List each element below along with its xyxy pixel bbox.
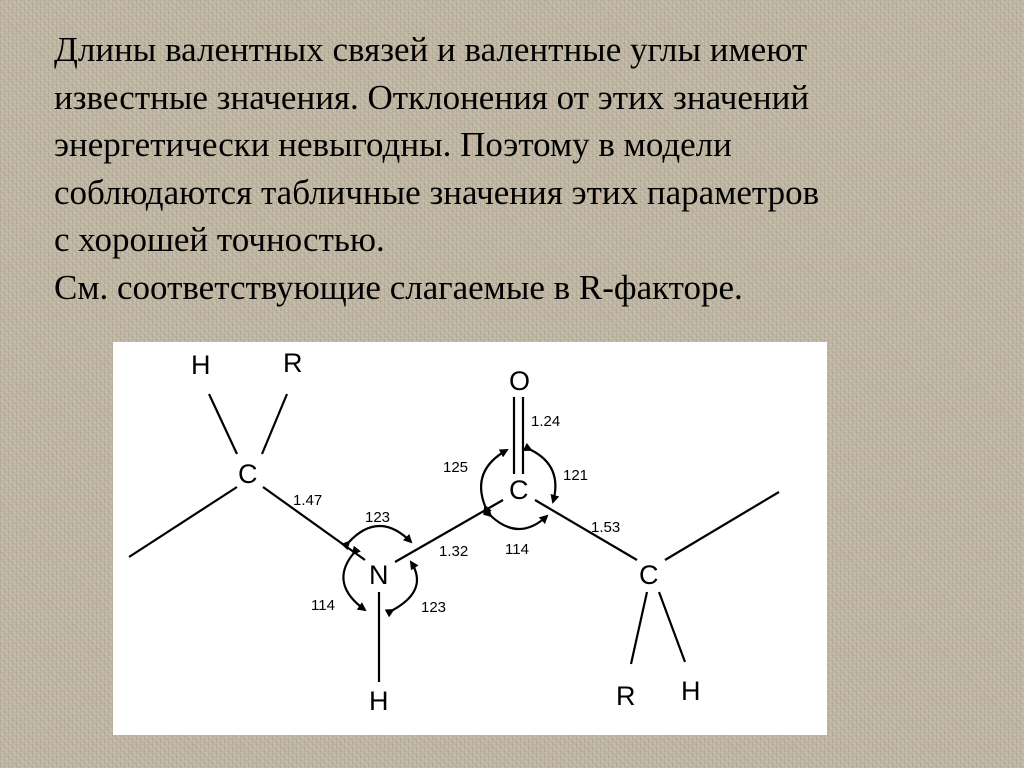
text-line-2: известные значения. Отклонения от этих значений [54,77,810,117]
arc-hnc-right-icon [393,562,417,610]
text-line-5: с хорошей точностью. [54,220,385,259]
bond-ccarbonyl-calpha [535,500,637,560]
atom-h-amide: H [369,686,389,716]
arc-ncc-icon [491,516,547,529]
bond-calpha-right-h [659,592,685,662]
bond-calpha-right-r [631,592,647,664]
peptide-geometry-diagram [113,342,827,735]
arc-cnh-left-icon [343,554,365,610]
arc-occ-icon [531,450,555,502]
atom-h-bottom-right: H [681,676,701,706]
bond-r-calpha-left [262,394,287,454]
atom-r-bottom-right: R [616,681,636,711]
angle-ncc-label: 114 [505,541,529,558]
length-calpha-n: 1.47 [293,492,323,509]
text-line-3: энергетически невыгодны. Поэтому в модели [54,125,732,164]
bond-length-labels [293,413,620,560]
bond-h-calpha-left [209,394,237,454]
angle-occ-label: 121 [563,467,589,484]
length-n-ccarbonyl: 1.32 [439,543,469,560]
arc-cnc-icon [349,526,411,542]
bond-calpha-left-chain [129,487,237,557]
text-line-4: соблюдаются табличные значения этих параметров [54,172,820,212]
atom-c-alpha-left: C [238,459,258,489]
atom-n-amide: N [369,560,389,590]
peptide-diagram-svg [113,342,827,735]
atom-r-top-left: R [283,348,303,378]
bond-calpha-right-chain [665,492,779,560]
length-c-o: 1.24 [531,413,561,430]
angle-nco-label: 125 [443,459,469,476]
angle-hnc-label: 123 [421,599,447,616]
text-line-6: См. соответствующие слагаемые в R-факторе. [54,267,743,307]
slide-body-text [54,26,984,311]
atom-c-alpha-right: C [639,560,659,590]
bonds [129,394,779,682]
atom-o-carbonyl: O [509,366,531,396]
length-ccarbonyl-calpha: 1.53 [591,519,621,536]
angle-cnh-label: 114 [311,597,335,614]
angle-cnc-label: 123 [365,509,391,526]
text-line-1: Длины валентных связей и валентные углы имеют [54,30,808,69]
atom-h-top-left: H [191,350,211,380]
arc-nco-icon [481,450,507,506]
atom-c-carbonyl: C [509,475,529,505]
